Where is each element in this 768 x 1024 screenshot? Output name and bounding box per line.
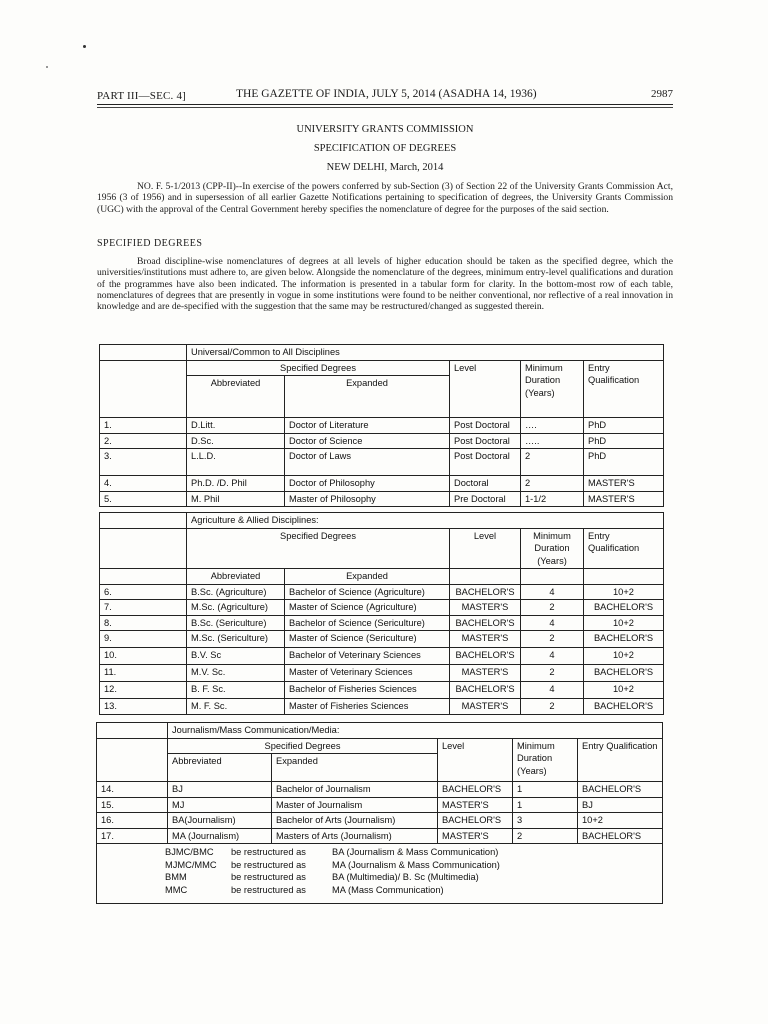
degree-duration: 4 — [521, 584, 584, 600]
degree-expanded: Bachelor of Veterinary Sciences — [285, 648, 450, 665]
duration-header: Minimum Duration (Years) — [513, 738, 578, 782]
expanded-header: Expanded — [285, 569, 450, 585]
degree-expanded: Masters of Arts (Journalism) — [272, 828, 438, 844]
degree-duration: …. — [521, 418, 584, 434]
degree-duration: 4 — [521, 648, 584, 665]
expanded-header: Expanded — [272, 754, 438, 782]
degree-level: MASTER'S — [450, 699, 521, 715]
degree-duration: 1 — [513, 797, 578, 813]
discipline-heading: Agriculture & Allied Disciplines: — [187, 513, 664, 529]
row-number: 2. — [100, 433, 187, 449]
degree-duration: 2 — [513, 828, 578, 844]
degree-abbreviation: B.Sc. (Sericulture) — [187, 615, 285, 631]
blank-cell — [97, 723, 168, 739]
entry-header: Entry Qualification — [578, 738, 663, 782]
degree-expanded: Bachelor of Journalism — [272, 782, 438, 798]
degree-entry: BACHELOR'S — [578, 782, 663, 798]
degree-level: MASTER'S — [438, 828, 513, 844]
table-row — [100, 699, 664, 715]
degree-abbreviation: L.L.D. — [187, 449, 285, 476]
degree-abbreviation: M.Sc. (Agriculture) — [187, 600, 285, 616]
degree-duration: 2 — [521, 600, 584, 616]
degree-duration: 2 — [521, 449, 584, 476]
degree-duration: 2 — [521, 699, 584, 715]
list-item — [165, 884, 658, 897]
degree-abbreviation: D.Sc. — [187, 433, 285, 449]
degree-expanded: Bachelor of Fisheries Sciences — [285, 682, 450, 699]
row-number: 10. — [100, 648, 187, 665]
row-number: 7. — [100, 600, 187, 616]
degree-level: BACHELOR'S — [438, 782, 513, 798]
degree-abbreviation: M. Phil — [187, 491, 285, 507]
degree-level: MASTER'S — [438, 797, 513, 813]
specified-degrees-header: Specified Degrees — [168, 738, 438, 754]
degree-expanded: Master of Science (Sericulture) — [285, 631, 450, 648]
table-row — [100, 449, 664, 476]
scan-speck — [46, 66, 48, 68]
degree-duration: 1 — [513, 782, 578, 798]
table-row — [100, 665, 664, 682]
specified-degrees-header: Specified Degrees — [187, 360, 450, 376]
degree-abbreviation: M. F. Sc. — [187, 699, 285, 715]
degree-abbreviation: Ph.D. /D. Phil — [187, 476, 285, 492]
degree-level: Post Doctoral — [450, 418, 521, 434]
row-number: 16. — [97, 813, 168, 829]
degree-entry: PhD — [584, 433, 664, 449]
table-row — [100, 631, 664, 648]
degree-duration: 4 — [521, 682, 584, 699]
degree-duration: 2 — [521, 631, 584, 648]
blank-cell — [100, 513, 187, 529]
degree-expanded: Doctor of Laws — [285, 449, 450, 476]
degree-level: BACHELOR'S — [450, 682, 521, 699]
degree-level: Post Doctoral — [450, 433, 521, 449]
degree-abbreviation: D.Litt. — [187, 418, 285, 434]
entry-header: Entry Qualification — [584, 528, 664, 569]
restructure-phrase: be restructured as — [231, 847, 306, 857]
row-number: 5. — [100, 491, 187, 507]
header-gazette-title: THE GAZETTE OF INDIA, JULY 5, 2014 (ASADHA 14, 1936) — [236, 88, 537, 100]
blank-cell — [100, 360, 187, 418]
row-number: 4. — [100, 476, 187, 492]
degree-expanded: Master of Veterinary Sciences — [285, 665, 450, 682]
degree-expanded: Bachelor of Science (Agriculture) — [285, 584, 450, 600]
blank-cell — [97, 738, 168, 782]
notification-paragraph: NO. F. 5-1/2013 (CPP-II)--In exercise of the powers conferred by sub-Section (3) of Section 22 of the University Grants Commission Act, 1956 (3 of 1956) and in supersession of all earlier Gazette Notifications pertaining to specification of degrees, the University Grants Commission (UGC) with the approval of the Central Government hereby specifies the nomenclature of degree for the purposes of the said section. — [97, 181, 673, 215]
degree-level: BACHELOR'S — [450, 584, 521, 600]
degree-duration: 1-1/2 — [521, 491, 584, 507]
table-row — [100, 476, 664, 492]
degree-abbreviation: B. F. Sc. — [187, 682, 285, 699]
row-number: 12. — [100, 682, 187, 699]
blank-cell — [584, 569, 664, 585]
degree-expanded: Bachelor of Arts (Journalism) — [272, 813, 438, 829]
row-number: 9. — [100, 631, 187, 648]
row-number: 6. — [100, 584, 187, 600]
table-row — [100, 615, 664, 631]
row-number: 11. — [100, 665, 187, 682]
level-header: Level — [450, 528, 521, 569]
level-header: Level — [438, 738, 513, 782]
degree-level: Post Doctoral — [450, 449, 521, 476]
level-header: Level — [450, 360, 521, 418]
degree-level: Doctoral — [450, 476, 521, 492]
degree-level: BACHELOR'S — [450, 648, 521, 665]
degree-level: MASTER'S — [450, 631, 521, 648]
degree-entry: BACHELOR'S — [584, 665, 664, 682]
degree-abbreviation: B.V. Sc — [187, 648, 285, 665]
page-number: 2987 — [651, 88, 673, 100]
table-row — [100, 433, 664, 449]
table-row — [100, 418, 664, 434]
degree-abbreviation: BJ — [168, 782, 272, 798]
row-number: 17. — [97, 828, 168, 844]
degree-level: MASTER'S — [450, 665, 521, 682]
degree-duration: 3 — [513, 813, 578, 829]
old-degree: MMC — [165, 884, 188, 895]
degree-entry: 10+2 — [584, 584, 664, 600]
abbreviated-header: Abbreviated — [187, 569, 285, 585]
degree-abbreviation: M.V. Sc. — [187, 665, 285, 682]
expanded-header: Expanded — [285, 376, 450, 418]
degree-entry: PhD — [584, 449, 664, 476]
degree-entry: MASTER'S — [584, 491, 664, 507]
degree-duration: ….. — [521, 433, 584, 449]
degree-expanded: Master of Science (Agriculture) — [285, 600, 450, 616]
degree-expanded: Doctor of Science — [285, 433, 450, 449]
degree-entry: BACHELOR'S — [578, 828, 663, 844]
degree-expanded: Bachelor of Science (Sericulture) — [285, 615, 450, 631]
degree-abbreviation: BA(Journalism) — [168, 813, 272, 829]
discipline-heading: Journalism/Mass Communication/Media: — [168, 723, 663, 739]
degree-level: MASTER'S — [450, 600, 521, 616]
list-item — [165, 871, 658, 884]
table-journalism — [96, 722, 663, 904]
degree-expanded: Master of Fisheries Sciences — [285, 699, 450, 715]
degree-entry: BJ — [578, 797, 663, 813]
old-degree: BJMC/BMC — [165, 847, 214, 857]
degree-entry: BACHELOR'S — [584, 631, 664, 648]
discipline-heading: Universal/Common to All Disciplines — [187, 345, 664, 361]
table-row — [97, 797, 663, 813]
restructure-phrase: be restructured as — [231, 872, 306, 883]
restructure-note — [97, 844, 663, 904]
header-part: PART III—SEC. 4] — [97, 90, 187, 102]
degree-abbreviation: MJ — [168, 797, 272, 813]
abbreviated-header: Abbreviated — [187, 376, 285, 418]
scan-speck — [83, 45, 86, 48]
degree-entry: BACHELOR'S — [584, 699, 664, 715]
degree-entry: 10+2 — [584, 615, 664, 631]
new-degree: MA (Journalism & Mass Communication) — [332, 859, 500, 870]
table-row — [97, 828, 663, 844]
duration-header: Minimum Duration (Years) — [521, 528, 584, 569]
degree-entry: 10+2 — [584, 682, 664, 699]
degree-level: BACHELOR'S — [438, 813, 513, 829]
restructure-list — [165, 846, 658, 896]
new-degree: BA (Journalism & Mass Communication) — [332, 847, 499, 857]
subject-title: SPECIFICATION OF DEGREES — [313, 143, 457, 154]
degree-duration: 2 — [521, 476, 584, 492]
list-item — [165, 859, 658, 872]
new-degree: MA (Mass Communication) — [332, 884, 444, 895]
row-number: 13. — [100, 699, 187, 715]
blank-cell — [450, 569, 521, 585]
old-degree: BMM — [165, 872, 187, 883]
table-row — [100, 648, 664, 665]
blank-cell — [100, 528, 187, 569]
specified-degrees-header: Specified Degrees — [187, 528, 450, 569]
intro-paragraph: Broad discipline-wise nomenclatures of degrees at all levels of higher education should be taken as the specified degree, which the universities/institutions must adhere to, are given below. Alongside the nomenclature of the degrees, minimum entry-level qualifications and duration of the programmes have also been indicated. The information is presented in a tabular form for clarity. In the bottom-most row of each table, nomenclatures of degrees that are presently in vogue in some institutions were found to be neither conventional, nor reflective of a real innovation in knowledge and are de-specified with the suggestion that the same may be restructured/changed as suggested therein. — [97, 256, 673, 313]
degree-entry: BACHELOR'S — [584, 600, 664, 616]
table-row — [100, 584, 664, 600]
table-row — [100, 682, 664, 699]
degree-expanded: Master of Philosophy — [285, 491, 450, 507]
blank-cell — [521, 569, 584, 585]
abbreviated-header: Abbreviated — [168, 754, 272, 782]
list-item — [165, 846, 658, 859]
blank-cell — [100, 569, 187, 585]
section-heading: SPECIFIED DEGREES — [97, 238, 203, 249]
row-number: 3. — [100, 449, 187, 476]
restructure-phrase: be restructured as — [231, 859, 306, 870]
degree-entry: PhD — [584, 418, 664, 434]
place-date: NEW DELHI, March, 2014 — [326, 162, 444, 173]
degree-expanded: Master of Journalism — [272, 797, 438, 813]
row-number: 1. — [100, 418, 187, 434]
duration-header: Minimum Duration (Years) — [521, 360, 584, 418]
degree-entry: 10+2 — [584, 648, 664, 665]
degree-expanded: Doctor of Literature — [285, 418, 450, 434]
org-title: UNIVERSITY GRANTS COMMISSION — [296, 124, 474, 135]
degree-duration: 2 — [521, 665, 584, 682]
old-degree: MJMC/MMC — [165, 859, 217, 870]
table-universal — [99, 344, 664, 507]
degree-abbreviation: MA (Journalism) — [168, 828, 272, 844]
degree-level: Pre Doctoral — [450, 491, 521, 507]
entry-header: Entry Qualification — [584, 360, 664, 418]
new-degree: BA (Multimedia)/ B. Sc (Multimedia) — [332, 872, 479, 883]
degree-duration: 4 — [521, 615, 584, 631]
header-rule — [97, 104, 673, 105]
row-number: 15. — [97, 797, 168, 813]
degree-level: BACHELOR'S — [450, 615, 521, 631]
degree-entry: MASTER'S — [584, 476, 664, 492]
blank-cell — [100, 345, 187, 361]
table-row — [97, 813, 663, 829]
row-number: 8. — [100, 615, 187, 631]
degree-expanded: Doctor of Philosophy — [285, 476, 450, 492]
degree-entry: 10+2 — [578, 813, 663, 829]
header-rule-thin — [97, 107, 673, 108]
page-header — [97, 88, 673, 104]
restructure-phrase: be restructured as — [231, 884, 306, 895]
degree-abbreviation: B.Sc. (Agriculture) — [187, 584, 285, 600]
table-agriculture — [99, 512, 664, 715]
degree-abbreviation: M.Sc. (Sericulture) — [187, 631, 285, 648]
row-number: 14. — [97, 782, 168, 798]
table-row — [100, 600, 664, 616]
table-row — [100, 491, 664, 507]
table-row — [97, 782, 663, 798]
